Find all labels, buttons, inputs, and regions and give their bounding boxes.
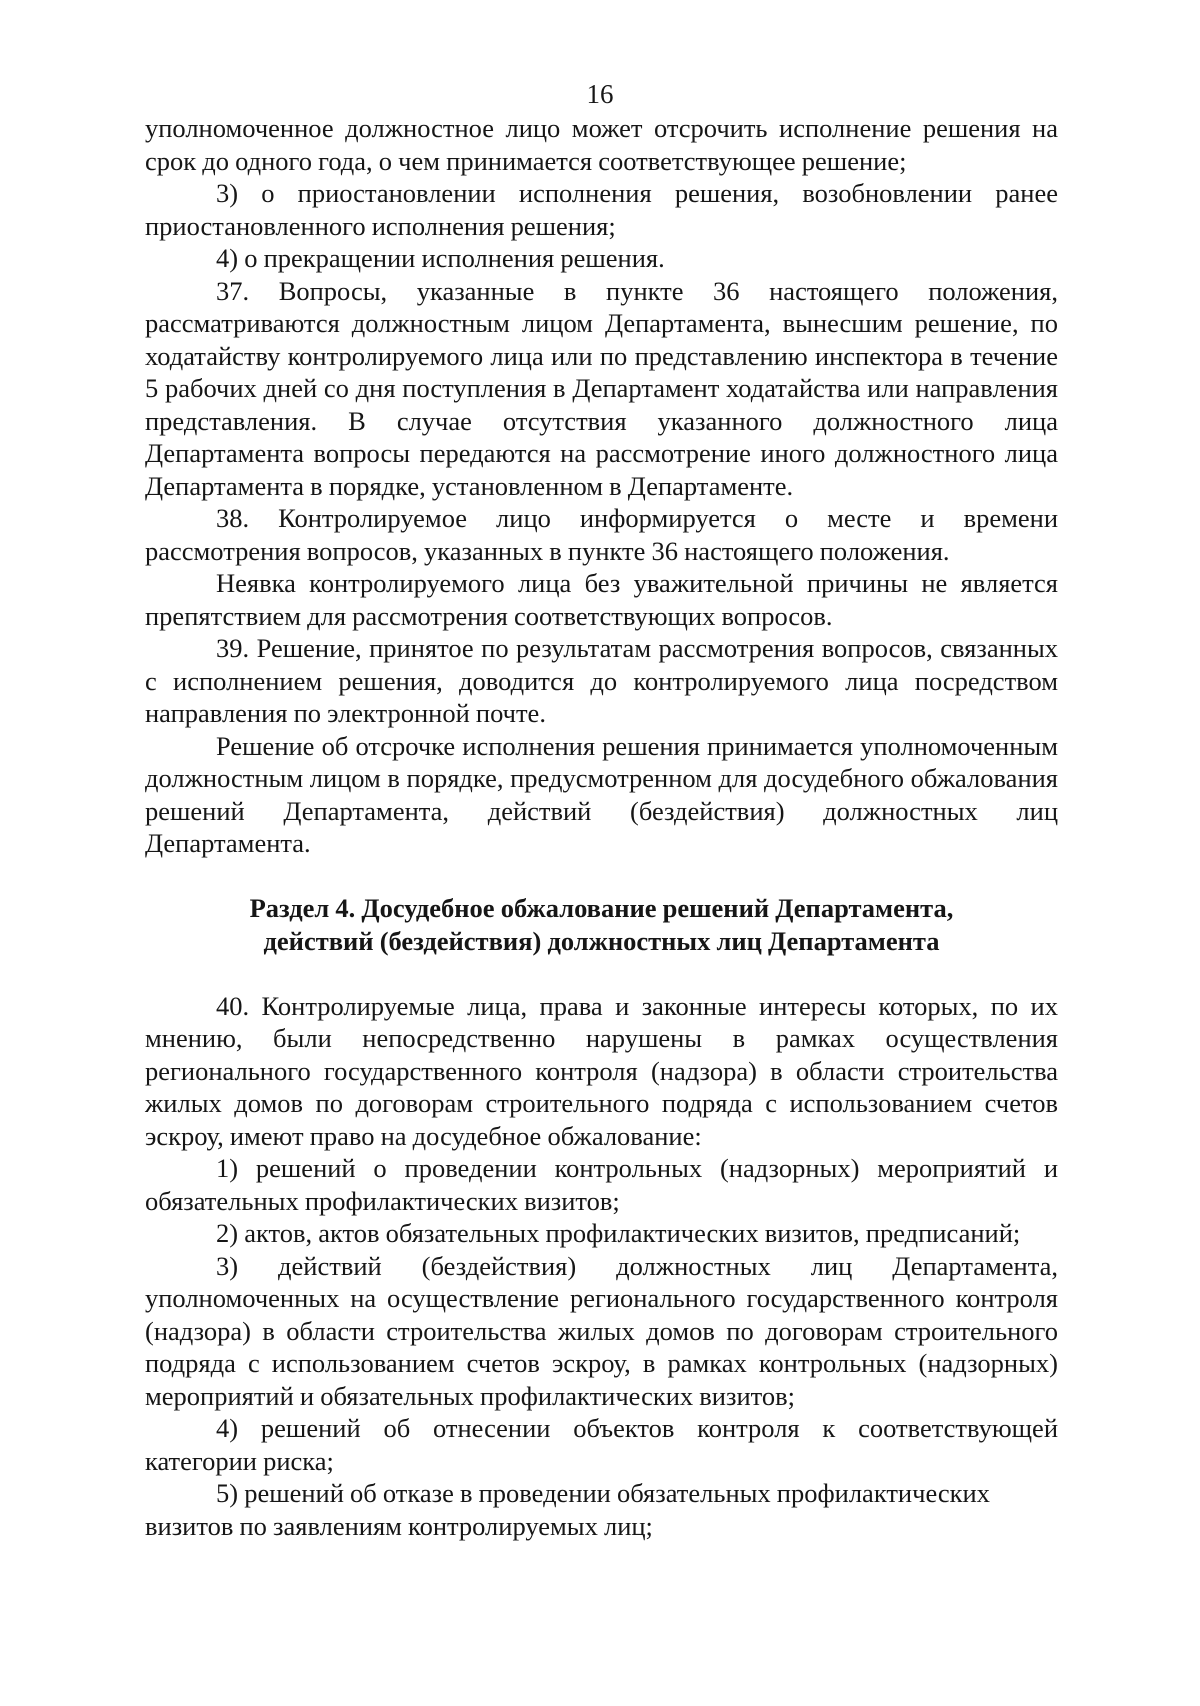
section-heading-line-2: действий (бездействия) должностных лиц Департамента [263,925,940,956]
list-item: 1) решений о проведении контрольных (надзорных) мероприятий и обязательных профилактических визитов; [145,1153,1058,1216]
paragraph: уполномоченное должностное лицо может отсрочить исполнение решения на срок до одного года, о чем принимается соответствующее решение; [145,113,1058,176]
paragraph: 4) о прекращении исполнения решения. [216,243,665,273]
list-item: 2) актов, актов обязательных профилактических визитов, предписаний; [216,1218,1021,1248]
list-item: 4) решений об отнесении объектов контроля к соответствующей категории риска; [145,1413,1058,1476]
paragraph: Неявка контролируемого лица без уважительной причины не является препятствием для рассмотрения соответствующих вопросов. [145,568,1058,631]
document-body [145,112,1058,1542]
paragraph: Решение об отсрочке исполнения решения принимается уполномоченным должностным лицом в порядке, предусмотренном для досудебного обжалования решений Департамента, действий (бездействия) должностных лиц Департамента. [145,730,1058,858]
paragraph: 3) о приостановлении исполнения решения, возобновлении ранее приостановленного исполнения решения; [145,178,1058,241]
paragraph: 37. Вопросы, указанные в пункте 36 настоящего положения, рассматриваются должностным лицом Департамента, вынесшим решение, по ходатайству контролируемого лица или по представлению инспектора в течение 5 рабочих дней со дня поступления в Департамент ходатайства или направления представления. В случае отсутствия указанного должностного лица Департамента вопросы передаются на рассмотрение иного должностного лица Департамента в порядке, установленном в Департаменте. [145,275,1058,501]
list-item: 3) действий (бездействия) должностных лиц Департамента, уполномоченных на осуществление регионального государственного контроля (надзора) в области строительства жилых домов по договорам строительного подряда с использованием счетов эскроу, в рамках контрольных (надзорных) мероприятий и обязательных профилактических визитов; [145,1250,1058,1411]
list-item: 5) решений об отказе в проведении обязательных профилактических визитов по заявлениям контролируемых лиц; [145,1478,990,1541]
paragraph: 40. Контролируемые лица, права и законные интересы которых, по их мнению, были непосредственно нарушены в рамках осуществления регионального государственного контроля (надзора) в области строительства жилых домов по договорам строительного подряда с использованием счетов эскроу, имеют право на досудебное обжалование: [145,990,1058,1151]
paragraph: 38. Контролируемое лицо информируется о месте и времени рассмотрения вопросов, указанных в пункте 36 настоящего положения. [145,503,1058,566]
section-heading-line-1: Раздел 4. Досудебное обжалование решений Департамента, [249,892,954,923]
section-heading [145,892,1058,958]
page-number: 16 [586,79,614,109]
paragraph: 39. Решение, принятое по результатам рассмотрения вопросов, связанных с исполнением решения, доводится до контролируемого лица посредством направления по электронной почте. [145,633,1058,728]
